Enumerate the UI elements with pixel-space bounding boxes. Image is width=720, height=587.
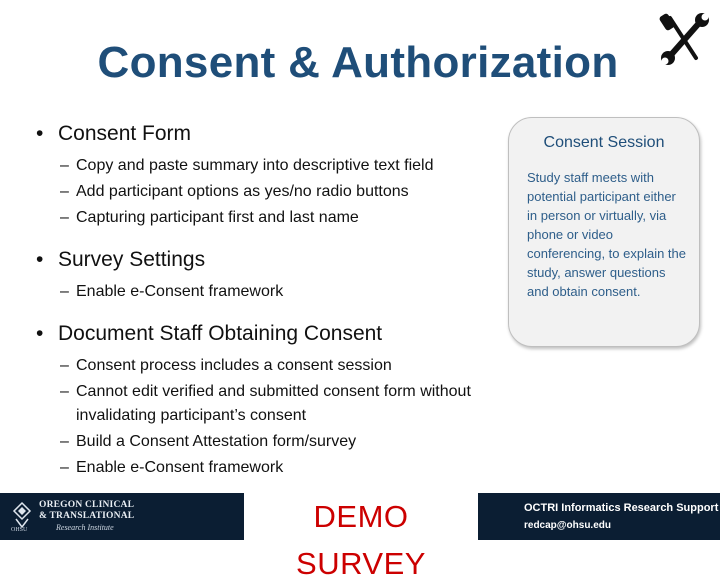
list-item: – Capturing participant first and last name xyxy=(60,206,506,230)
bullet-dot-icon: • xyxy=(36,322,44,345)
dash-icon: – xyxy=(60,283,69,300)
dash-icon: – xyxy=(60,357,69,374)
list-item: – Add participant options as yes/no radio buttons xyxy=(60,180,506,204)
logo-abbr: OHSU xyxy=(11,527,28,533)
tools-icon xyxy=(656,12,710,66)
sub-list xyxy=(36,280,506,304)
dash-icon: – xyxy=(60,209,69,226)
bullet-heading xyxy=(36,248,506,272)
list-item: – Build a Consent Attestation form/survey xyxy=(60,430,506,454)
callout-title: Consent Session xyxy=(543,134,665,151)
bullet-heading xyxy=(36,122,506,146)
list-item: – Copy and paste summary into descriptive text field xyxy=(60,154,506,178)
list-item: – Enable e-Consent framework xyxy=(60,280,506,304)
org-name: OCTRI Informatics Research Support xyxy=(524,502,719,514)
section-consent-form xyxy=(36,122,506,230)
demo-survey-label: DEMO SURVEY xyxy=(244,493,478,540)
bullet-heading-text: Survey Settings xyxy=(58,248,206,271)
logo-line-3: Research Institute xyxy=(56,523,114,532)
dash-icon: – xyxy=(60,157,69,174)
dash-icon: – xyxy=(60,433,69,450)
list-item: – Cannot edit verified and submitted consent form without invalidating participant’s consent xyxy=(60,380,506,428)
bullet-heading-text: Document Staff Obtaining Consent xyxy=(58,322,383,345)
bullet-heading xyxy=(36,322,506,346)
dash-icon: – xyxy=(60,459,69,476)
list-item: – Consent process includes a consent session xyxy=(60,354,506,378)
contact-email[interactable]: redcap@ohsu.edu xyxy=(524,520,611,531)
footer-bar xyxy=(0,493,720,581)
sub-list xyxy=(36,354,506,480)
dash-icon: – xyxy=(60,383,69,400)
logo-line-2: & TRANSLATIONAL xyxy=(39,511,135,521)
section-document-staff xyxy=(36,322,506,480)
dash-icon: – xyxy=(60,183,69,200)
logo-line-1: OREGON CLINICAL xyxy=(39,500,135,510)
bullet-heading-text: Consent Form xyxy=(58,122,192,145)
callout-body: Study staff meets with potential participant either in person or virtually, via phone or video conferencing, to explain the study, answer questions and obtain consent. xyxy=(527,170,686,299)
page-title: Consent & Authorization xyxy=(97,38,619,87)
content-list xyxy=(36,122,506,490)
sub-list xyxy=(36,154,506,230)
bullet-dot-icon: • xyxy=(36,248,44,271)
section-survey-settings xyxy=(36,248,506,304)
consent-session-callout xyxy=(508,117,700,347)
bullet-dot-icon: • xyxy=(36,122,44,145)
list-item: – Enable e-Consent framework xyxy=(60,456,506,480)
